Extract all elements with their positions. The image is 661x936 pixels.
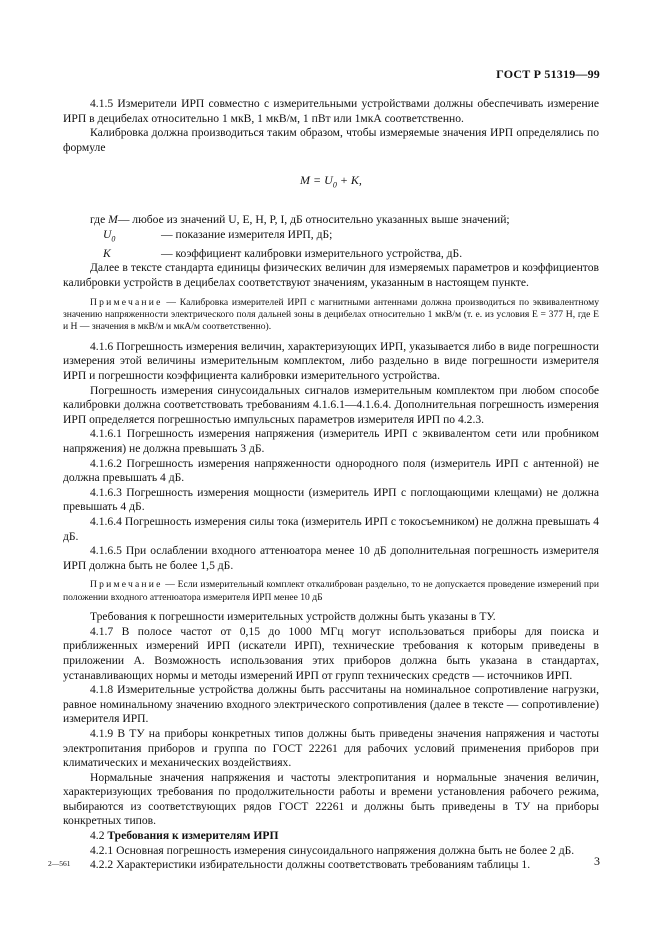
- paragraph-4-1-9: 4.1.9 В ТУ на приборы конкретных типов должны быть приведены значения напряжения и частоты электропитания приборов и группа по ГОСТ 22261 для рабочих условий применения приборов при климатических и механических воздействиях.: [63, 726, 599, 770]
- document-body: [63, 97, 599, 873]
- paragraph-4-2-2: 4.2.2 Характеристики избирательности должны соответствовать требованиям таблицы 1.: [90, 858, 531, 872]
- paragraph-4-1-6-2: 4.1.6.2 Погрешность измерения напряженности однородного поля (измеритель ИРП с антенной) не должна превышать 4 дБ.: [63, 456, 599, 485]
- section-4-2-heading: [63, 829, 599, 844]
- document-header-id: ГОСТ Р 51319—99: [496, 67, 600, 81]
- note-calibration: [63, 297, 599, 334]
- definition-k-text: — коэффициент калибровки измерительного устройства, дБ.: [161, 246, 463, 260]
- definition-m-term: M: [108, 213, 118, 227]
- note-label: Примечание: [90, 296, 163, 308]
- definition-u0-sub: 0: [111, 234, 116, 244]
- formula-rest: + K,: [336, 173, 362, 188]
- note-attenuator: [63, 579, 599, 604]
- paragraph-4-2-1: 4.2.1 Основная погрешность измерения синусоидального напряжения должна быть не более 2 дБ.: [90, 843, 575, 857]
- formula-u: U: [324, 173, 333, 188]
- paragraph-units: Далее в тексте стандарта единицы физических величин для измеряемых параметров и коэффициентов калибровки устройств в децибелах соответствуют значениям, указанным в настоящем пункте.: [63, 261, 599, 290]
- definition-u0-text: — показание измерителя ИРП, дБ;: [161, 227, 333, 241]
- formula-lhs: M: [300, 173, 311, 188]
- definition-m-text: — любое из значений U, E, H, P, I, дБ относительно указанных выше значений;: [117, 213, 510, 227]
- paragraph-4-1-6-3: 4.1.6.3 Погрешность измерения мощности (измеритель ИРП с поглощающими клещами) не должна превышать 4 дБ.: [63, 485, 599, 514]
- formula: [63, 173, 599, 193]
- paragraph-calibration: Калибровка должна производиться таким образом, чтобы измеряемые значения ИРП определялись по формуле: [63, 126, 599, 154]
- definition-lead: где: [90, 213, 106, 227]
- paragraph-sinusoidal-error: Погрешность измерения синусоидальных сигналов измерительным комплектом при любом способе калибровки должна соответствовать требованиям 4.1.6.1—4.1.6.4. Дополнительная погрешность измерения ИРП определяется погрешностью импульсных параметров измерителя ИРП по 4.2.3.: [63, 383, 599, 426]
- definition-m: [63, 213, 599, 228]
- note-text: — Если измерительный комплект откалиброван раздельно, то не допускается проведение измерений при положении входного аттенюатора измерителя ИРП менее 10 дБ: [63, 579, 599, 603]
- formula-eq: =: [310, 173, 325, 188]
- paragraph-4-1-6-4: 4.1.6.4 Погрешность измерения силы тока (измеритель ИРП с токосъемником) не должна превышать 4 дБ.: [63, 514, 599, 543]
- formula-sub: 0: [332, 180, 337, 190]
- note-label: Примечание: [90, 579, 163, 591]
- paragraph-normal-values: Нормальные значения напряжения и частоты электропитания и нормальные значения величин, характеризующих требования по продолжительности работы и времени установления рабочего режима, выбираются из соответствующих рядов ГОСТ 22261 и должны быть приведены в ТУ на приборы конкретных типов.: [63, 770, 599, 828]
- footer-code: 2—561: [48, 859, 71, 868]
- definition-u0-term: [63, 228, 161, 247]
- page-number: 3: [594, 854, 600, 868]
- definition-k: [63, 247, 599, 262]
- paragraph-4-1-8: 4.1.8 Измерительные устройства должны быть рассчитаны на номинальное сопротивление нагрузки, равное номинальному значению входного электрического сопротивления (далее в тексте — сопротивление) измерителя ИРП.: [63, 683, 599, 726]
- paragraph-4-1-6-1: 4.1.6.1 Погрешность измерения напряжения (измеритель ИРП с эквивалентом сети или пробником напряжения) не должна превышать 3 дБ.: [63, 427, 599, 456]
- paragraph-4-1-5: 4.1.5 Измерители ИРП совместно с измерительными устройствами должны обеспечивать измерение ИРП в децибелах относительно 1 мкВ, 1 мкВ/м, 1 пВт или 1мкА соответственно.: [63, 97, 599, 125]
- definition-u0: [63, 228, 599, 247]
- paragraph-4-1-6-5: 4.1.6.5 При ослаблении входного аттенюатора менее 10 дБ дополнительная погрешность измерителя ИРП должна быть не более 1,5 дБ.: [63, 544, 599, 572]
- definition-u0-symbol: U: [103, 227, 112, 241]
- section-4-2-number: 4.2: [90, 829, 108, 843]
- definition-k-term: K: [103, 246, 111, 260]
- paragraph-4-1-7: 4.1.7 В полосе частот от 0,15 до 1000 МГц могут использоваться приборы для поиска и приближенных измерений ИРП (искатели ИРП), технические требования к которым приведены в приложении А. Возможность использования этих приборов должна быть указана в стандартах, устанавливающих нормы и методы измерений ИРП от групп технических средств — источников ИРП.: [63, 624, 599, 682]
- note-text: — Калибровка измерителей ИРП с магнитными антеннами должна производиться по эквивалентному значению напряженности электрического поля дальней зоны в децибелах относительно 1 мкВ/м (т. е. из условия E = 377 H, где E и H — значения в мкВ/м и мкА/м соответственно).: [63, 296, 599, 333]
- paragraph-4-1-6: 4.1.6 Погрешность измерения величин, характеризующих ИРП, указывается либо в виде погрешности измерения этой величины измерительным комплектом, либо раздельно в виде погрешности измерителя ИРП и погрешности коэффициента калибровки измерительного устройства.: [63, 339, 599, 383]
- section-4-2-title: Требования к измерителям ИРП: [107, 829, 279, 843]
- paragraph-device-error: Требования к погрешности измерительных устройств должны быть указаны в ТУ.: [90, 610, 496, 624]
- formula-definitions: [63, 213, 599, 261]
